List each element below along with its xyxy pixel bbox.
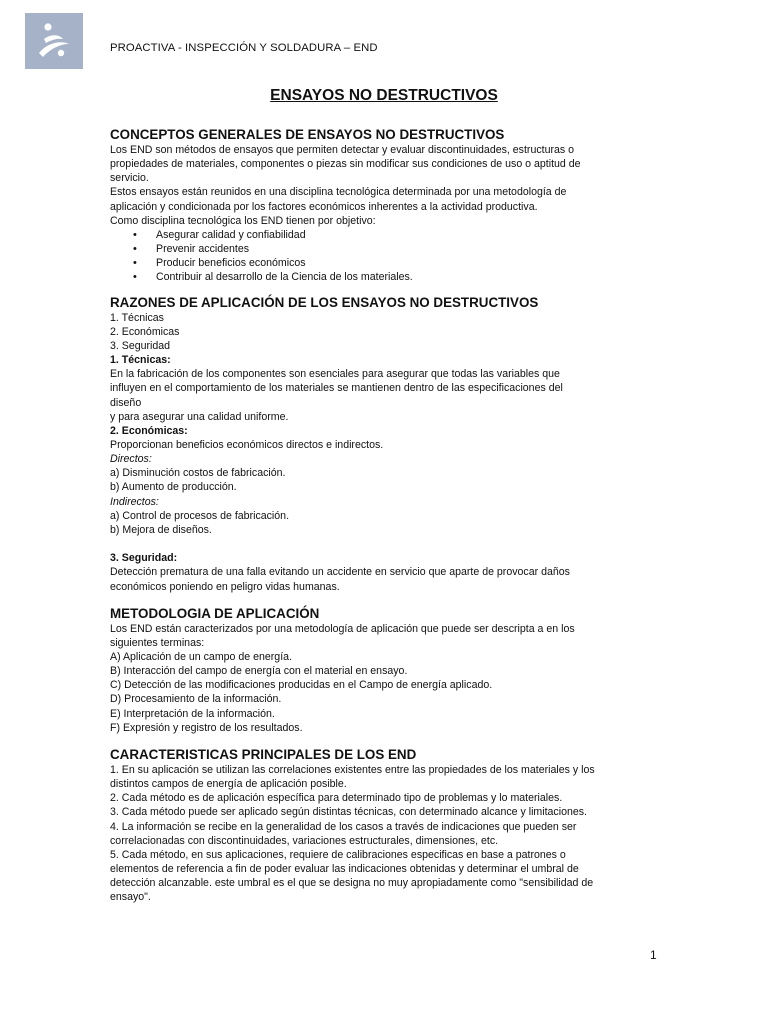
bullet-item: • Producir beneficios económicos (110, 256, 656, 270)
section-metodologia (110, 606, 656, 735)
list-item: C) Detección de las modificaciones producidas en el Campo de energía aplicado. (110, 679, 493, 692)
paragraph-line: Los END están caracterizados por una metodología de aplicación que puede ser descripta a en los (110, 622, 575, 635)
list-item: D) Procesamiento de la información. (110, 693, 282, 706)
paragraph-line: siguientes terminas: (110, 636, 205, 649)
paragraph-line: 4. La información se recibe en la generalidad de los casos a través de indicaciones que pueden ser (110, 820, 577, 833)
paragraph-line: servicio. (110, 172, 149, 185)
bullet-item: • Asegurar calidad y confiabilidad (110, 228, 656, 242)
paragraph-line: Proporcionan beneficios económicos directos e indirectos. (110, 438, 384, 451)
section-caracteristicas (110, 747, 656, 905)
list-item: 1. Técnicas (110, 311, 164, 324)
section-razones (110, 295, 656, 594)
paragraph-line: influyen en el comportamiento de los materiales se mantienen dentro de las especificaciones del (110, 382, 563, 395)
indirectos-label: Indirectos: (110, 495, 159, 508)
paragraph-line: Estos ensayos están reunidos en una disciplina tecnológica determinada por una metodología de (110, 186, 567, 199)
bullet-item: • Prevenir accidentes (110, 242, 656, 256)
section-conceptos-generales (110, 127, 656, 285)
paragraph-line: propiedades de materiales, componentes o piezas sin modificar sus condiciones de uso o aptitud de (110, 158, 581, 171)
document-body (110, 127, 656, 904)
directos-label: Directos: (110, 453, 152, 466)
paragraph-line: elementos de referencia a fin de poder evaluar las indicaciones obtenidas y determinar el umbral de (110, 863, 579, 876)
paragraph-line: En la fabricación de los componentes son esenciales para asegurar que todas las variables que (110, 368, 560, 381)
document-title: ENSAYOS NO DESTRUCTIVOS (270, 87, 498, 104)
list-item: 2. Económicas (110, 325, 180, 338)
paragraph-line: distintos campos de energía de aplicación posible. (110, 778, 347, 791)
bullet-item: • Contribuir al desarrollo de la Ciencia de los materiales. (110, 270, 656, 284)
subheading-economicas: 2. Económicas: (110, 424, 188, 437)
paragraph-line: y para asegurar una calidad uniforme. (110, 410, 289, 423)
subheading-seguridad: 3. Seguridad: (110, 552, 178, 565)
paragraph-line: ensayo". (110, 891, 151, 904)
paragraph-line: 3. Cada método puede ser aplicado según distintas técnicas, con determinado alcance y limitaciones. (110, 806, 587, 819)
subheading-tecnicas: 1. Técnicas: (110, 354, 171, 367)
header-text: PROACTIVA - INSPECCIÓN Y SOLDADURA – END (110, 42, 378, 54)
paragraph-line: Detección prematura de una falla evitando un accidente en servicio que aparte de provocar daños (110, 566, 570, 579)
list-item: b) Aumento de producción. (110, 481, 237, 494)
section-heading: CARACTERISTICAS PRINCIPALES DE LOS END (110, 746, 417, 762)
list-item: a) Control de procesos de fabricación. (110, 509, 290, 522)
list-item: B) Interacción del campo de energía con el material en ensayo. (110, 665, 408, 678)
paragraph-line: 5. Cada método, en sus aplicaciones, requiere de calibraciones especificas en base a patrones o (110, 848, 566, 861)
list-item: A) Aplicación de un campo de energía. (110, 650, 292, 663)
list-item: F) Expresión y registro de los resultados. (110, 721, 303, 734)
paragraph-line: correlacionadas con discontinuidades, variaciones estructurales, dimensiones, etc. (110, 834, 499, 847)
list-item: b) Mejora de diseños. (110, 523, 212, 536)
objectives-list (110, 228, 656, 285)
list-item: E) Interpretación de la información. (110, 707, 275, 720)
paragraph-line: diseño (110, 396, 142, 409)
paragraph-line: Como disciplina tecnológica los END tienen por objetivo: (110, 214, 376, 227)
section-heading: RAZONES DE APLICACIÓN DE LOS ENSAYOS NO DESTRUCTIVOS (110, 294, 539, 310)
paragraph-line: Los END son métodos de ensayos que permiten detectar y evaluar discontinuidades, estructuras o (110, 144, 575, 156)
paragraph-line: 1. En su aplicación se utilizan las correlaciones existentes entre las propiedades de los materiales y los (110, 763, 595, 776)
paragraph-line: económicos poniendo en peligro vidas humanas. (110, 580, 340, 593)
paragraph-line: 2. Cada método es de aplicación específica para determinado tipo de problemas y lo materiales. (110, 792, 563, 805)
section-heading: CONCEPTOS GENERALES DE ENSAYOS NO DESTRUCTIVOS (110, 127, 505, 142)
list-item: a) Disminución costos de fabricación. (110, 467, 286, 480)
paragraph-line: detección alcanzable. este umbral es el que se designa no muy apropiadamente como "sensibilidad de (110, 877, 594, 890)
section-heading: METODOLOGIA DE APLICACIÓN (110, 605, 320, 621)
page-number: 1 (650, 948, 657, 962)
proactiva-logo-icon (25, 13, 83, 69)
paragraph-line: aplicación y condicionada por los factores económicos inherentes a la actividad productiva. (110, 200, 538, 213)
list-item: 3. Seguridad (110, 339, 171, 352)
